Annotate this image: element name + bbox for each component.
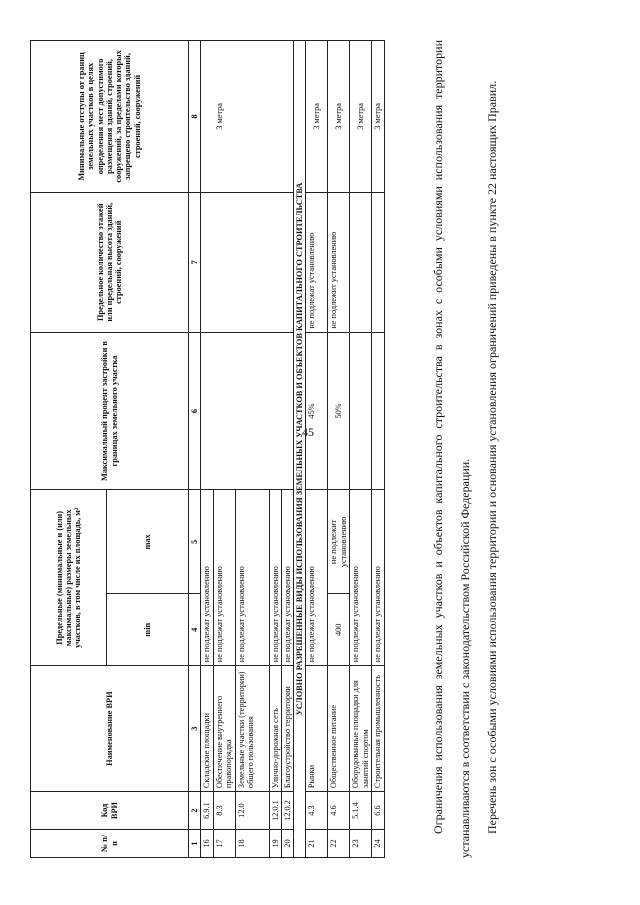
row-no: 19 — [269, 830, 281, 858]
row-name: Оборудованные площадки для занятий спортом — [350, 666, 372, 792]
row-floors: не подлежат установлению — [306, 192, 328, 332]
row-coverage — [350, 332, 372, 490]
row-code: 4.6 — [328, 792, 350, 830]
col-number: 5 — [189, 490, 201, 594]
row-min: 400 — [328, 594, 350, 666]
row-no: 21 — [306, 830, 328, 858]
row-plot: не подлежат установлению — [350, 490, 372, 666]
header-no: № п/п — [31, 830, 189, 858]
col-number: 3 — [189, 666, 201, 792]
paragraph: Ограничения использования земельных участков и объектов капитального строительства в зонах с особыми условиями использования территории устанавливаются в соответствии с законодательством Российской Федерации. — [431, 40, 472, 858]
row-code: 4.3 — [306, 792, 328, 830]
row-code: 12.0.2 — [281, 792, 293, 830]
row-no: 24 — [372, 830, 384, 858]
row-plot: не подлежат установлению — [269, 490, 281, 666]
header-name: Наименование ВРИ — [31, 666, 189, 792]
col-number: 1 — [189, 830, 201, 858]
row-name: Рынки — [306, 666, 328, 792]
header-plot-size: Предельные (минимальные и (или) максимальные) размеры земельных участков, в том числе их площадь, м² — [31, 490, 107, 666]
row-plot: не подлежат установлению — [235, 490, 269, 666]
table-row — [372, 41, 384, 858]
row-code: 6.6 — [372, 792, 384, 830]
header-code: Код ВРИ — [31, 792, 189, 830]
body-text — [425, 40, 506, 858]
row-no: 17 — [213, 830, 235, 858]
row-plot: не подлежат установлению — [201, 490, 213, 666]
col-number: 2 — [189, 792, 201, 830]
row-code: 8.3 — [213, 792, 235, 830]
rotated-page — [18, 20, 618, 870]
row-plot: не подлежат установлению — [281, 490, 293, 666]
col-number: 4 — [189, 594, 201, 666]
header-floors: Предельное количество этажей или предельная высота зданий, строений, сооружений — [31, 192, 189, 332]
row-coverage: 50% — [328, 332, 350, 490]
row-name: Улично-дорожная сеть — [269, 666, 281, 792]
header-setbacks: Минимальные отступы от границ земельных участков в целях определения мест допустимого размещения зданий, строений, сооружений, за пределами которых запрещено строительство зданий, строений, сооружений — [31, 41, 189, 193]
col-number: 8 — [189, 41, 201, 193]
row-no: 20 — [281, 830, 293, 858]
header-min: min — [107, 594, 189, 666]
row-coverage — [201, 332, 294, 490]
col-number: 6 — [189, 332, 201, 490]
row-name: Благоустройство территории — [281, 666, 293, 792]
section-title: УСЛОВНО РАЗРЕШЕННЫЕ ВИДЫ ИСПОЛЬЗОВАНИЯ ЗЕМЕЛЬНЫХ УЧАСТКОВ И ОБЪЕКТОВ КАПИТАЛЬНОГО СТРОИТЕЛЬСТВА — [294, 41, 306, 858]
row-code: 6.9.1 — [201, 792, 213, 830]
row-floors: не подлежит установлению — [328, 192, 350, 332]
row-name: Земельные участки (территории) общего пользования — [235, 666, 269, 792]
row-no: 18 — [235, 830, 269, 858]
row-no: 16 — [201, 830, 213, 858]
paragraph: Перечень зон с особыми условиями использования территории и основания установления ограничений приведены в пункте 22 настоящих Правил. — [485, 80, 499, 834]
table-row — [306, 41, 328, 858]
header-max: max — [107, 490, 189, 594]
row-name: Строительная промышленность — [372, 666, 384, 792]
zoning-table — [30, 40, 385, 858]
row-setback: 3 метра — [372, 41, 384, 193]
row-floors — [350, 192, 372, 332]
row-setback: 3 метра — [350, 41, 372, 193]
row-name: Общественное питание — [328, 666, 350, 792]
row-name: Обеспечение внутреннего правопорядка — [213, 666, 235, 792]
row-no: 22 — [328, 830, 350, 858]
row-no: 23 — [350, 830, 372, 858]
row-setback: 3 метра — [306, 41, 328, 193]
row-floors — [372, 192, 384, 332]
col-number: 7 — [189, 192, 201, 332]
row-floors — [201, 192, 294, 332]
row-code: 12.0.1 — [269, 792, 281, 830]
page-number: 45 — [302, 425, 314, 439]
header-coverage: Максимальный процент застройки в границах земельного участка — [31, 332, 189, 490]
row-max: не подлежит установлению — [328, 490, 350, 594]
row-coverage — [372, 332, 384, 490]
row-plot: не подлежат установлению — [306, 490, 328, 666]
row-plot: не подлежат установлению — [372, 490, 384, 666]
table-row — [350, 41, 372, 858]
row-code: 12.0 — [235, 792, 269, 830]
row-setback: 3 метра — [201, 41, 294, 193]
row-code: 5.1.4 — [350, 792, 372, 830]
table-row — [328, 41, 350, 858]
row-plot: не подлежат установлению — [213, 490, 235, 666]
row-coverage: 45% — [306, 332, 328, 490]
row-setback: 3 метра — [328, 41, 350, 193]
table-row — [201, 41, 213, 858]
column-number-row — [189, 41, 201, 858]
row-name: Складские площадки — [201, 666, 213, 792]
